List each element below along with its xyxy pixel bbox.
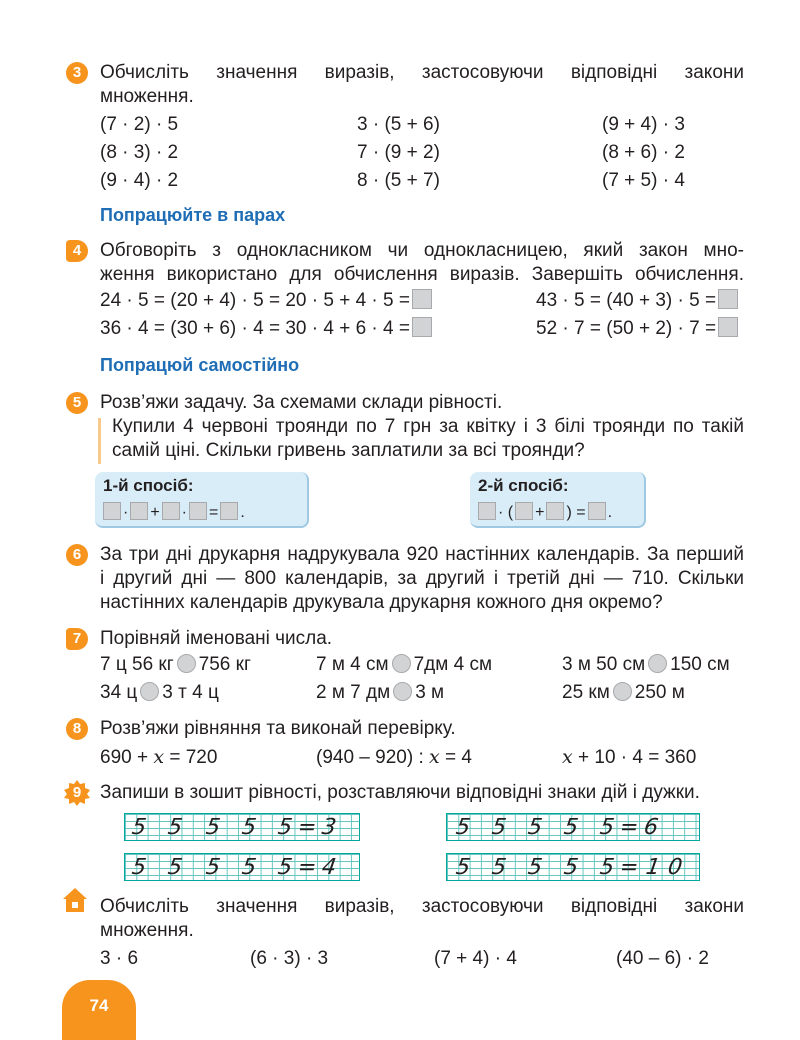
- homework-expr: (7 + 4) · 4: [434, 948, 517, 969]
- compare-circle[interactable]: [177, 654, 196, 673]
- compare-circle[interactable]: [140, 682, 159, 701]
- task9-text-line1: Запиши в зошит рівності, розставляючи відповідні знаки дій і дужки.: [100, 782, 700, 803]
- task-number-6: 6: [66, 544, 88, 566]
- page-number: 74: [62, 980, 136, 1040]
- answer-box[interactable]: [220, 502, 238, 520]
- homework-expr: (6 · 3) · 3: [250, 948, 329, 969]
- compare-circle[interactable]: [613, 682, 632, 701]
- task3-expr: (7 · 2) · 5: [100, 114, 179, 135]
- task-number-5: 5: [66, 392, 88, 414]
- section-heading-self: Попрацюй самостійно: [100, 355, 300, 375]
- task3-expr: (8 · 3) · 2: [100, 142, 179, 163]
- task-number-9: 9: [72, 784, 82, 801]
- story-bar: [98, 418, 101, 464]
- compare-circle[interactable]: [648, 654, 667, 673]
- task3-expr: (8 + 6) · 2: [602, 142, 685, 163]
- task6-text-line3: настінних календарів друкувала друкарня кожного дня окремо?: [100, 592, 663, 613]
- answer-box[interactable]: [162, 502, 180, 520]
- task3-expr: 3 · (5 + 6): [357, 114, 440, 135]
- digit-strip: 5 5 5 5 5 = 3: [124, 813, 360, 841]
- task-number-3: 3: [66, 62, 88, 84]
- task3-text-line1: Обчисліть значення виразів, застосовуючи відповідні закони: [100, 62, 744, 83]
- answer-box[interactable]: [515, 502, 533, 520]
- task4-expr: 36 · 4 = (30 + 6) · 4 = 30 · 4 + 6 · 4 =: [100, 316, 434, 342]
- task4-text-line1: Обговоріть з однокласником чи однокласницею, який закон мно-: [100, 240, 744, 261]
- compare-item: 3 м 50 см 150 см: [562, 654, 730, 675]
- answer-box[interactable]: [103, 502, 121, 520]
- answer-box[interactable]: [546, 502, 564, 520]
- task6-text-line1: За три дні друкарня надрукувала 920 настінних календарів. За перший: [100, 544, 744, 565]
- compare-circle[interactable]: [393, 682, 412, 701]
- answer-box[interactable]: [130, 502, 148, 520]
- task5-story-line1: Купили 4 червоні троянди по 7 грн за квітку і 3 білі троянди по такій: [112, 416, 744, 437]
- task5-text-line1: Розв’яжи задачу. За схемами склади рівності.: [100, 392, 503, 413]
- answer-box[interactable]: [189, 502, 207, 520]
- scheme-expression: · + · = .: [101, 502, 245, 522]
- task4-expr: 43 · 5 = (40 + 3) · 5 =: [536, 288, 740, 314]
- house-icon: [62, 887, 88, 913]
- compare-item: 34 ц 3 т 4 ц: [100, 682, 219, 703]
- task8-text-line1: Розв’яжи рівняння та виконай перевірку.: [100, 718, 456, 739]
- compare-circle[interactable]: [392, 654, 411, 673]
- task6-text-line2: і другий дні — 800 календарів, за другий і третій дні — 710. Скільки: [100, 568, 744, 589]
- section-heading-pairs: Попрацюйте в парах: [100, 205, 286, 225]
- task4-text-line2: ження використано для обчислення виразів. Завершіть обчислення.: [100, 264, 744, 285]
- equation-2: (940 – 920) : x = 4: [316, 746, 472, 768]
- task3-expr: (9 + 4) · 3: [602, 114, 685, 135]
- task7-text-line1: Порівняй іменовані числа.: [100, 628, 333, 649]
- task3-expr: 7 · (9 + 2): [357, 142, 440, 163]
- task3-expr: (9 · 4) · 2: [100, 170, 179, 191]
- task5-story-line2: самій ціні. Скільки гривень заплатили за всі троянди?: [112, 440, 585, 461]
- homework-expr: 3 · 6: [100, 948, 139, 969]
- scheme-expression: · ( + ) = .: [476, 502, 612, 522]
- answer-box[interactable]: [718, 317, 738, 337]
- homework-text-line2: множення.: [100, 920, 194, 941]
- answer-box[interactable]: [412, 317, 432, 337]
- digit-strip: 5 5 5 5 5 = 1 0: [446, 853, 700, 881]
- method-title: 2-й спосіб:: [478, 476, 569, 495]
- task3-text-line2: множення.: [100, 86, 194, 107]
- digit-strip: 5 5 5 5 5 = 4: [124, 853, 360, 881]
- task-number-7: 7: [66, 628, 88, 650]
- answer-box[interactable]: [412, 289, 432, 309]
- compare-item: 7 м 4 см 7дм 4 см: [316, 654, 493, 675]
- compare-item: 7 ц 56 кг 756 кг: [100, 654, 251, 675]
- answer-box[interactable]: [588, 502, 606, 520]
- compare-item: 2 м 7 дм 3 м: [316, 682, 445, 703]
- task3-expr: 8 · (5 + 7): [357, 170, 440, 191]
- scheme-method-1: [95, 472, 309, 528]
- equation-3: x + 10 · 4 = 360: [562, 746, 697, 768]
- task-number-8: 8: [66, 718, 88, 740]
- task3-expr: (7 + 5) · 4: [602, 170, 685, 191]
- task4-expr: 52 · 7 = (50 + 2) · 7 =: [536, 316, 740, 342]
- method-title: 1-й спосіб:: [103, 476, 194, 495]
- task4-expr: 24 · 5 = (20 + 4) · 5 = 20 · 5 + 4 · 5 =: [100, 288, 434, 314]
- answer-box[interactable]: [718, 289, 738, 309]
- answer-box[interactable]: [478, 502, 496, 520]
- homework-text-line1: Обчисліть значення виразів, застосовуючи відповідні закони: [100, 896, 744, 917]
- equation-1: 690 + x = 720: [100, 746, 218, 768]
- digit-strip: 5 5 5 5 5 = 6: [446, 813, 700, 841]
- scheme-method-2: [470, 472, 646, 528]
- task-number-4: 4: [66, 240, 88, 262]
- homework-expr: (40 – 6) · 2: [616, 948, 709, 969]
- compare-item: 25 км 250 м: [562, 682, 685, 703]
